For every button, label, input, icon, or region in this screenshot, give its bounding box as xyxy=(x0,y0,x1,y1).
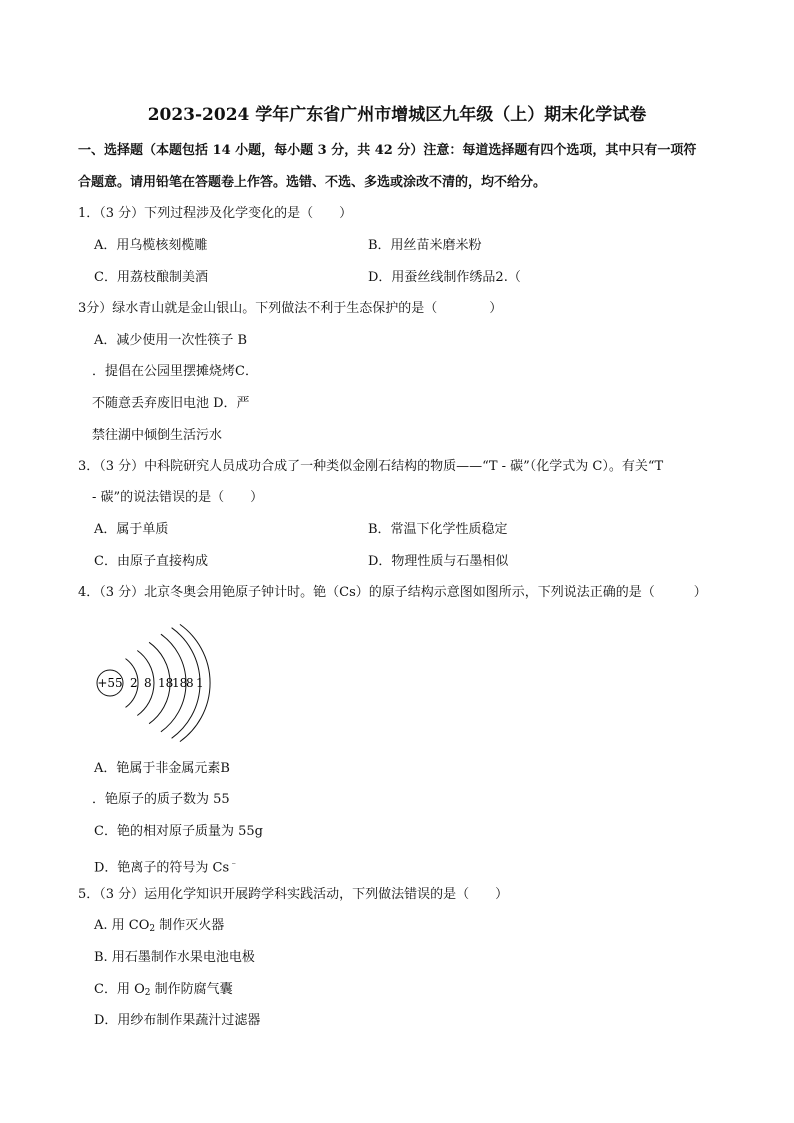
q4-option-a: A．铯属于非金属元素B xyxy=(94,761,230,776)
electron-shell-count-3: 18 xyxy=(158,676,174,690)
q4-stem: 4．（3 分）北京冬奥会用铯原子钟计时。铯（Cs）的原子结构示意图如图所示，下列说法正确的是（ ） xyxy=(78,585,707,600)
q3-option-d: D．物理性质与石墨相似 xyxy=(368,554,509,569)
q5-option-c xyxy=(94,982,233,1001)
q3-option-b: B．常温下化学性质稳定 xyxy=(368,522,508,537)
q4-option-d-charge: ﹣ xyxy=(229,859,239,869)
q5-option-a-sub: 2 xyxy=(149,924,156,934)
q5-option-a-text: A. 用 CO xyxy=(94,918,150,933)
cesium-atom-structure-diagram xyxy=(92,607,222,752)
q1-option-a: A．用乌榄核刻榄雕 xyxy=(94,238,208,253)
q4-option-b: ．铯原子的质子数为 55 xyxy=(92,792,230,807)
q2-line1: 3分）绿水青山就是金山银山。下列做法不利于生态保护的是（ ） xyxy=(78,301,503,316)
q2-line4: 不随意丢弃废旧电池 D．严 xyxy=(92,396,250,411)
q4-option-d-text: D．铯离子的符号为 Cs xyxy=(94,860,230,876)
section-heading-line2: 合题意。请用铅笔在答题卷上作答。选错、不选、多选或涂改不清的，均不给分。 xyxy=(78,175,547,190)
q5-option-a-suffix: 制作灭火器 xyxy=(155,918,225,933)
q1-option-b: B．用丝苗米磨米粉 xyxy=(368,238,482,253)
q4-option-c: C．铯的相对原子质量为 55g xyxy=(94,824,263,839)
q5-option-d: D．用纱布制作果蔬汁过滤器 xyxy=(94,1013,261,1028)
q3-option-a: A．属于单质 xyxy=(94,522,169,537)
q1-option-c: C．用荔枝酿制美酒 xyxy=(94,270,208,285)
exam-title: 2023-2024 学年广东省广州市增城区九年级（上）期末化学试卷 xyxy=(147,105,647,125)
q2-line5: 禁往湖中倾倒生活污水 xyxy=(92,428,223,443)
q5-option-c-sub: 2 xyxy=(144,988,151,998)
q1-option-d: D．用蚕丝线制作绣品2.（ xyxy=(368,270,521,285)
q3-line1: 3．（3 分）中科院研究人员成功合成了一种类似金刚石结构的物质——“T - 碳”（化学式为 C）。有关“T xyxy=(78,459,664,474)
q5-stem: 5．（3 分）运用化学知识开展跨学科实践活动，下列做法错误的是（ ） xyxy=(78,887,509,902)
q2-line2: A．减少使用一次性筷子 B xyxy=(94,333,248,348)
electron-shell-count-4: 18 xyxy=(172,676,188,690)
electron-shell-count-1: 2 xyxy=(130,676,138,690)
electron-shell-count-2: 8 xyxy=(144,676,152,690)
q5-option-a xyxy=(94,918,224,937)
q2-line3: ．提倡在公园里摆摊烧烤C． xyxy=(92,364,258,379)
nucleus-charge: +55 xyxy=(97,676,123,690)
q3-option-c: C．由原子直接构成 xyxy=(94,554,208,569)
q5-option-c-suffix: 制作防腐气囊 xyxy=(150,982,233,997)
q1-stem: 1．（3 分）下列过程涉及化学变化的是（ ） xyxy=(78,206,353,221)
q3-line2: - 碳”的说法错误的是（ ） xyxy=(92,490,264,505)
q5-option-c-text: C．用 O xyxy=(94,982,145,997)
electron-shell-count-5: 8 xyxy=(186,676,194,690)
section-heading-line1: 一、选择题（本题包括 14 小题，每小题 3 分，共 42 分）注意：每道选择题有四个选项，其中只有一项符 xyxy=(78,143,697,158)
q5-option-b: B. 用石墨制作水果电池电极 xyxy=(94,950,255,965)
electron-shell-count-6: 1 xyxy=(196,676,204,690)
q4-option-d xyxy=(94,856,238,876)
